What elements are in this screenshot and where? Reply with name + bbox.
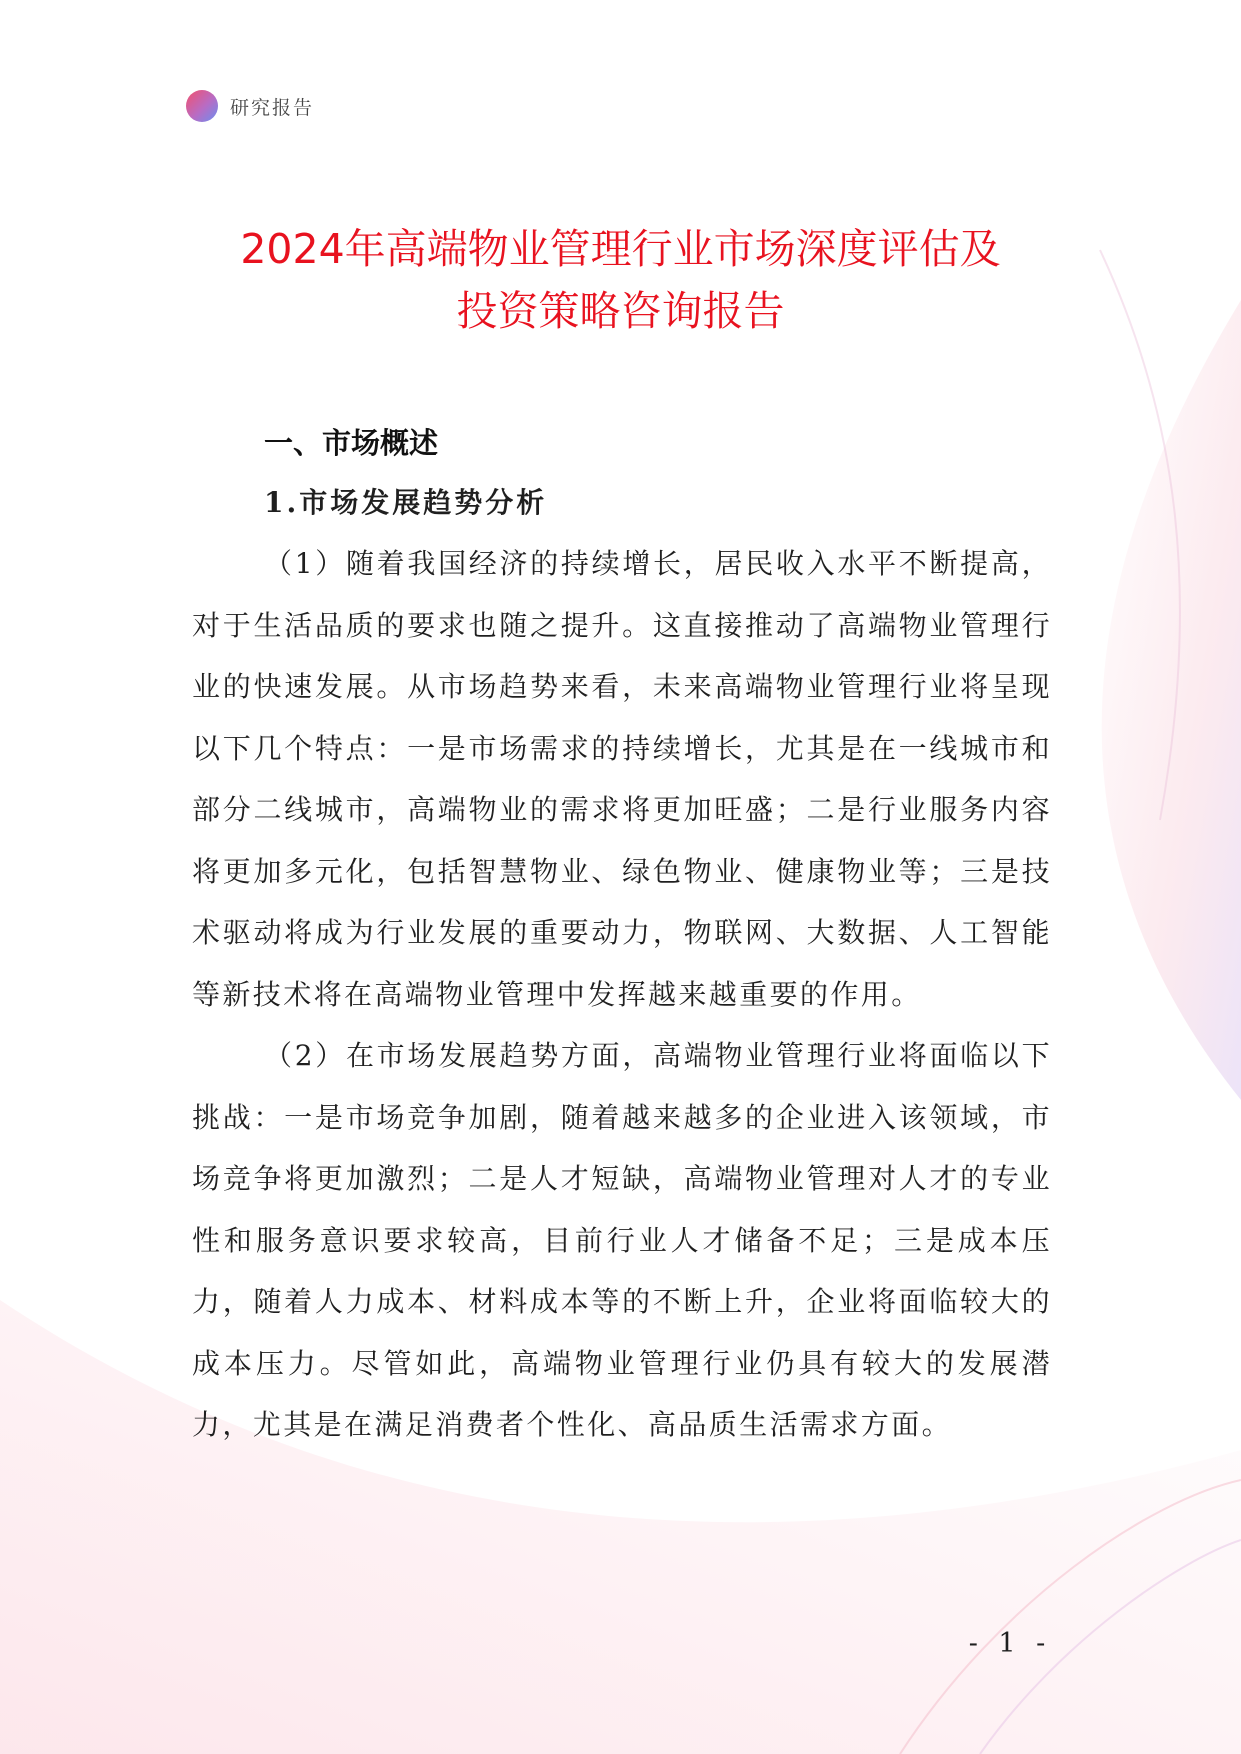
body-paragraph-2: （2）在市场发展趋势方面，高端物业管理行业将面临以下挑战：一是市场竞争加剧，随着越来越多的企业进入该领域，市场竞争将更加激烈；二是人才短缺，高端物业管理对人才的专业性和服务意识要求较高，目前行业人才储备不足；三是成本压力，随着人力成本、材料成本等的不断上升，企业将面临较大的成本压力。尽管如此，高端物业管理行业仍具有较大的发展潜力，尤其是在满足消费者个性化、高品质生活需求方面。 (192, 1039, 1052, 1441)
document-body (192, 413, 1052, 1456)
section-heading: 一、市场概述 (264, 426, 439, 460)
subsection-heading: 1.市场发展趋势分析 (264, 486, 548, 519)
title-line-2: 投资策略咨询报告 (456, 287, 785, 335)
header-label: 研究报告 (230, 96, 315, 119)
document-title (150, 218, 1091, 342)
page-number: - 1 - (968, 1628, 1052, 1659)
title-line-1: 2024年高端物业管理行业市场深度评估及 (240, 225, 1001, 273)
logo-icon (186, 90, 218, 122)
report-header (186, 88, 314, 124)
body-paragraph-1: （1）随着我国经济的持续增长，居民收入水平不断提高，对于生活品质的要求也随之提升。这直接推动了高端物业管理行业的快速发展。从市场趋势来看，未来高端物业管理行业将呈现以下几个特点：一是市场需求的持续增长，尤其是在一线城市和部分二线城市，高端物业的需求将更加旺盛；二是行业服务内容将更加多元化，包括智慧物业、绿色物业、健康物业等；三是技术驱动将成为行业发展的重要动力，物联网、大数据、人工智能等新技术将在高端物业管理中发挥越来越重要的作用。 (192, 547, 1052, 1011)
